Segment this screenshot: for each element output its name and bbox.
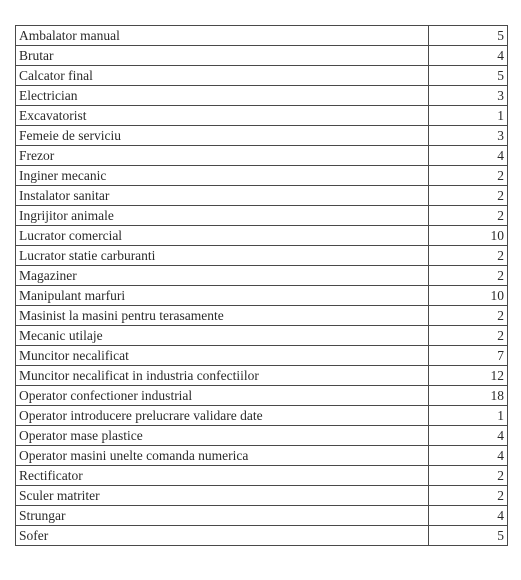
count-cell: 18 (429, 386, 508, 406)
count-cell: 2 (429, 466, 508, 486)
occupation-cell: Frezor (16, 146, 429, 166)
occupation-cell: Masinist la masini pentru terasamente (16, 306, 429, 326)
count-cell: 2 (429, 306, 508, 326)
count-cell: 4 (429, 146, 508, 166)
table-row (16, 286, 508, 306)
occupation-cell: Sofer (16, 526, 429, 546)
occupation-cell: Operator confectioner industrial (16, 386, 429, 406)
table-row (16, 426, 508, 446)
occupation-cell: Lucrator comercial (16, 226, 429, 246)
occupation-cell: Ingrijitor animale (16, 206, 429, 226)
table-row (16, 446, 508, 466)
occupation-cell: Rectificator (16, 466, 429, 486)
occupation-cell: Instalator sanitar (16, 186, 429, 206)
occupation-cell: Muncitor necalificat (16, 346, 429, 366)
count-cell: 7 (429, 346, 508, 366)
table-row (16, 526, 508, 546)
occupation-cell: Inginer mecanic (16, 166, 429, 186)
occupation-cell: Brutar (16, 46, 429, 66)
occupation-cell: Operator introducere prelucrare validare date (16, 406, 429, 426)
table-row (16, 306, 508, 326)
occupation-cell: Operator mase plastice (16, 426, 429, 446)
table-row (16, 226, 508, 246)
occupation-cell: Strungar (16, 506, 429, 526)
table-row (16, 326, 508, 346)
occupation-cell: Calcator final (16, 66, 429, 86)
count-cell: 10 (429, 286, 508, 306)
count-cell: 2 (429, 186, 508, 206)
count-cell: 5 (429, 26, 508, 46)
table-row (16, 86, 508, 106)
occupations-table (15, 25, 508, 546)
count-cell: 1 (429, 406, 508, 426)
table-row (16, 106, 508, 126)
count-cell: 1 (429, 106, 508, 126)
count-cell: 4 (429, 506, 508, 526)
count-cell: 2 (429, 326, 508, 346)
table-row (16, 466, 508, 486)
count-cell: 4 (429, 426, 508, 446)
table-row (16, 206, 508, 226)
occupation-cell: Magaziner (16, 266, 429, 286)
occupation-cell: Manipulant marfuri (16, 286, 429, 306)
count-cell: 3 (429, 126, 508, 146)
occupation-cell: Ambalator manual (16, 26, 429, 46)
occupation-cell: Lucrator statie carburanti (16, 246, 429, 266)
table-row (16, 486, 508, 506)
table-row (16, 186, 508, 206)
occupation-cell: Electrician (16, 86, 429, 106)
count-cell: 2 (429, 206, 508, 226)
table-row (16, 26, 508, 46)
table-row (16, 386, 508, 406)
occupation-cell: Excavatorist (16, 106, 429, 126)
occupation-cell: Operator masini unelte comanda numerica (16, 446, 429, 466)
table-row (16, 166, 508, 186)
count-cell: 10 (429, 226, 508, 246)
count-cell: 2 (429, 166, 508, 186)
table-row (16, 366, 508, 386)
count-cell: 2 (429, 486, 508, 506)
count-cell: 5 (429, 66, 508, 86)
count-cell: 4 (429, 46, 508, 66)
table-row (16, 246, 508, 266)
count-cell: 2 (429, 246, 508, 266)
count-cell: 5 (429, 526, 508, 546)
count-cell: 3 (429, 86, 508, 106)
occupation-cell: Femeie de serviciu (16, 126, 429, 146)
table-row (16, 346, 508, 366)
occupations-table-body (16, 26, 508, 546)
occupation-cell: Mecanic utilaje (16, 326, 429, 346)
count-cell: 12 (429, 366, 508, 386)
table-row (16, 126, 508, 146)
occupation-cell: Sculer matriter (16, 486, 429, 506)
table-row (16, 146, 508, 166)
table-row (16, 66, 508, 86)
occupation-cell: Muncitor necalificat in industria confectiilor (16, 366, 429, 386)
table-row (16, 266, 508, 286)
count-cell: 4 (429, 446, 508, 466)
count-cell: 2 (429, 266, 508, 286)
table-row (16, 406, 508, 426)
table-row (16, 46, 508, 66)
table-row (16, 506, 508, 526)
